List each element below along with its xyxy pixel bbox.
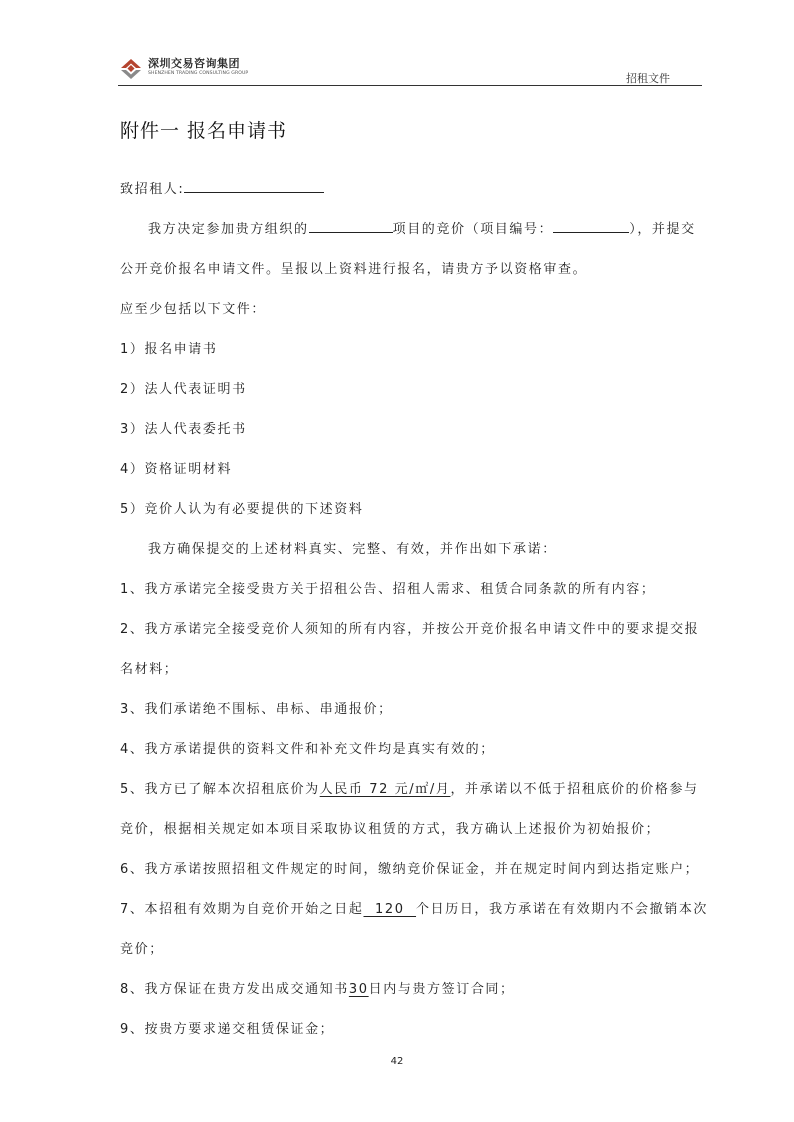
intro-text-part3: ），并提交 bbox=[629, 222, 696, 237]
page-title: 附件一 报名申请书 bbox=[120, 120, 288, 142]
company-logo-icon bbox=[118, 54, 144, 80]
doc-item: 5）竞价人认为有必要提供的下述资料 bbox=[120, 502, 364, 517]
commitment-item: 9、按贵方要求递交租赁保证金； bbox=[120, 1022, 335, 1037]
commitment-item-cont: 竞价，根据相关规定如本项目采取协议租赁的方式，我方确认上述报价为初始报价； bbox=[120, 822, 661, 837]
company-logo bbox=[118, 54, 248, 80]
document-label: 招租文件 bbox=[626, 72, 670, 85]
commitment-text: 日内与贵方签订合同； bbox=[368, 982, 515, 997]
addressee-blank bbox=[184, 179, 324, 193]
project-number-blank bbox=[553, 219, 629, 233]
header-divider bbox=[118, 85, 702, 86]
commitment-item: 3、我们承诺绝不围标、串标、串通报价； bbox=[120, 702, 393, 717]
base-price: 人民币 72 元/㎡/月 bbox=[319, 782, 451, 797]
company-name-cn: 深圳交易咨询集团 bbox=[148, 56, 240, 70]
doc-item: 1）报名申请书 bbox=[120, 342, 218, 357]
commitment-item bbox=[120, 898, 708, 917]
contract-days: 30 bbox=[348, 982, 369, 997]
doc-item: 3）法人代表委托书 bbox=[120, 422, 247, 437]
project-name-blank bbox=[309, 219, 393, 233]
commitment-text: ，并承诺以不低于招租底价的价格参与 bbox=[450, 782, 699, 797]
commitment-item: 1、我方承诺完全接受贵方关于招租公告、招租人需求、租赁合同条款的所有内容； bbox=[120, 582, 656, 597]
commitment-text: 7、本招租有效期为自竞价开始之日起 bbox=[120, 902, 364, 917]
intro-line-1 bbox=[148, 218, 696, 237]
commitment-item: 4、我方承诺提供的资料文件和补充文件均是真实有效的； bbox=[120, 742, 495, 757]
commitment-item-cont: 竞价； bbox=[120, 942, 164, 957]
intro-text-part1: 我方决定参加贵方组织的 bbox=[148, 222, 309, 237]
intro-text-part2: 项目的竞价（项目编号： bbox=[392, 222, 554, 237]
page-header bbox=[118, 48, 702, 88]
commitment-item bbox=[120, 778, 699, 797]
commitment-text: 5、我方已了解本次招租底价为 bbox=[120, 782, 320, 797]
addressee-line bbox=[120, 178, 324, 197]
commitment-item: 6、我方承诺按照招租文件规定的时间，缴纳竞价保证金，并在规定时间内到达指定账户； bbox=[120, 862, 700, 877]
page-number: 42 bbox=[390, 1056, 404, 1067]
docs-intro: 应至少包括以下文件： bbox=[120, 302, 267, 317]
commitment-item bbox=[120, 978, 515, 997]
validity-days: 120 bbox=[363, 902, 417, 917]
commitment-text: 个日历日，我方承诺在有效期内不会撤销本次 bbox=[416, 902, 709, 917]
addressee-label: 致招租人: bbox=[120, 182, 185, 197]
company-name-en: SHENZHEN TRADING CONSULTING GROUP bbox=[148, 70, 249, 76]
doc-item: 2）法人代表证明书 bbox=[120, 382, 247, 397]
commitment-text: 8、我方保证在贵方发出成交通知书 bbox=[120, 982, 349, 997]
intro-line-2: 公开竞价报名申请文件。呈报以上资料进行报名，请贵方予以资格审查。 bbox=[120, 262, 588, 277]
commitment-intro: 我方确保提交的上述材料真实、完整、有效，并作出如下承诺： bbox=[148, 542, 557, 557]
commitment-item: 2、我方承诺完全接受竞价人须知的所有内容，并按公开竞价报名申请文件中的要求提交报 bbox=[120, 622, 700, 637]
commitment-item-cont: 名材料； bbox=[120, 662, 179, 677]
doc-item: 4）资格证明材料 bbox=[120, 462, 233, 477]
